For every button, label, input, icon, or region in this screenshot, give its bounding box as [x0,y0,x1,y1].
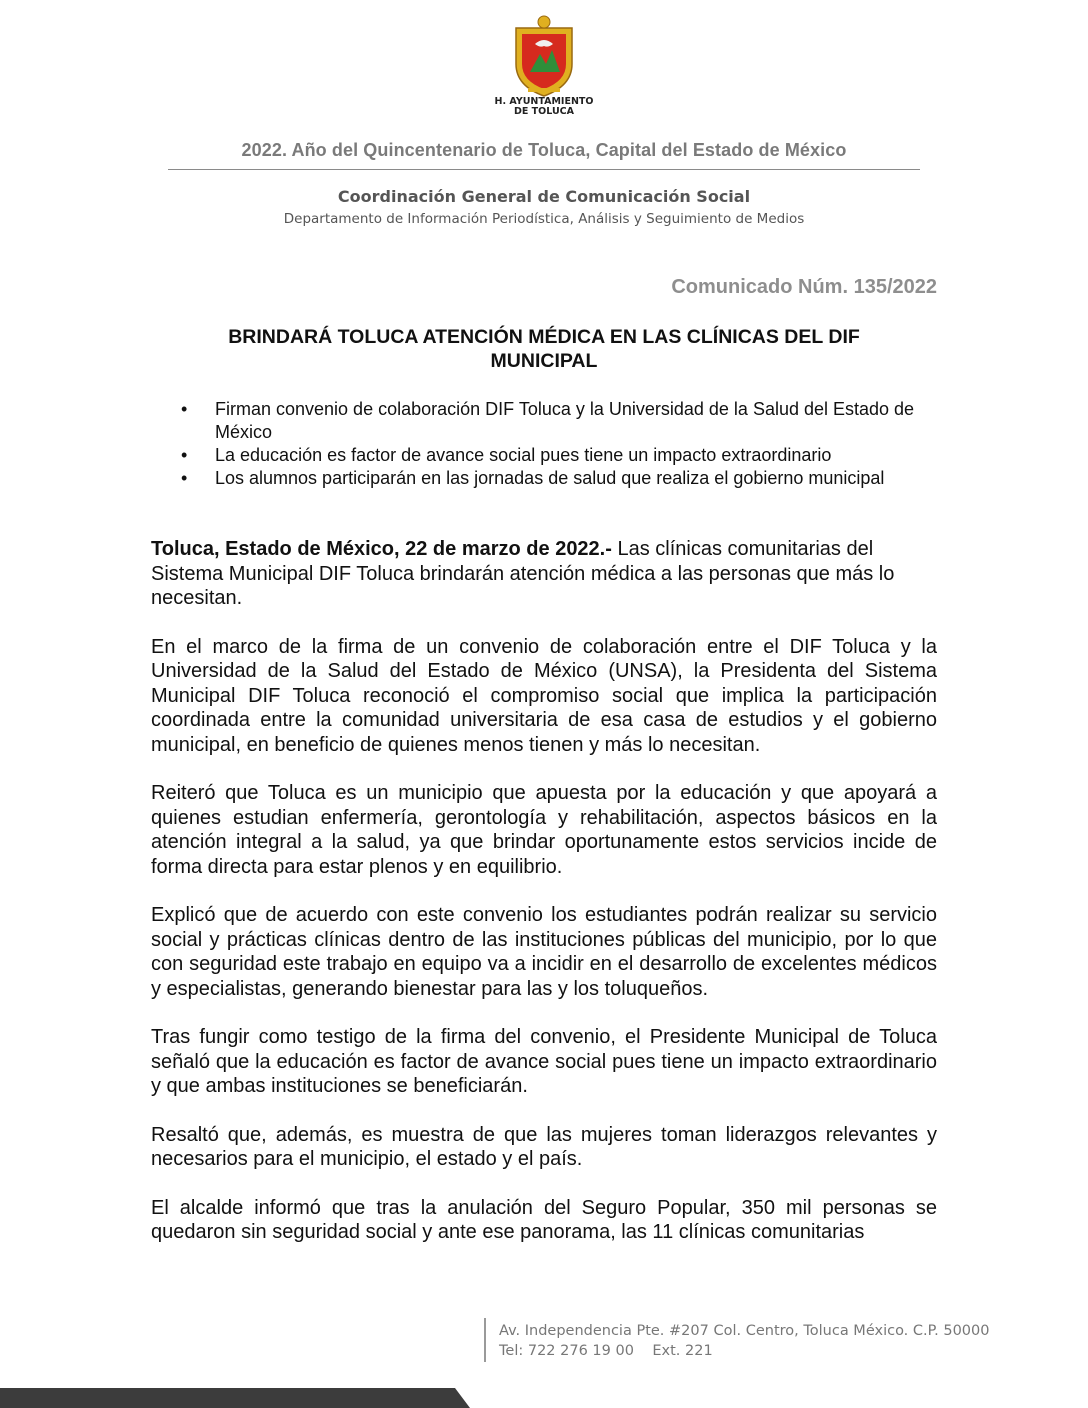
lead-paragraph [151,537,937,611]
body-paragraph: En el marco de la firma de un convenio de colaboración entre el DIF Toluca y la Universidad de la Salud del Estado de México (UNSA), la Presidenta del Sistema Municipal DIF Toluca reconoció el compromiso social que implica la participación coordinada entre la comunidad universitaria de esa casa de estudios y el gobierno municipal, en beneficio de quienes menos tienen y más lo necesitan. [151,635,937,756]
dateline: Toluca, Estado de México, 22 de marzo de 2022.- [151,538,612,560]
body-paragraph: Tras fungir como testigo de la firma del convenio, el Presidente Municipal de Toluca señaló que la educación es factor de avance social pues tiene un impacto extraordinario y que ambas instituciones se beneficiarán. [151,1026,937,1097]
toluca-crest-logo [508,14,580,98]
body-paragraph: Reiteró que Toluca es un municipio que apuesta por la educación y que apoyará a quienes estudian enfermería, gerontología y rehabilitación, aspectos básicos en la atención integral a la salud, ya que brindar oportunamente estos servicios incide de forma directa para estar plenos y en equilibrio. [151,782,937,878]
bullet-text: Firman convenio de colaboración DIF Toluca y la Universidad de la Salud del Estado de México [215,399,915,442]
footer-band-decoration [0,1388,470,1408]
footer-divider [484,1318,486,1362]
year-motto: 2022. Año del Quincentenario de Toluca, Capital del Estado de México [241,140,847,160]
bullet-item [158,444,928,467]
crest-label-line1: H. AYUNTAMIENTO [494,96,594,107]
footer-address: Av. Independencia Pte. #207 Col. Centro, Toluca México. C.P. 50000 [499,1323,990,1339]
header-divider [168,169,920,170]
bullet-text: La educación es factor de avance social pues tiene un impacto extraordinario [215,445,832,465]
headline: BRINDARÁ TOLUCA ATENCIÓN MÉDICA EN LAS CLÍNICAS DEL DIF MUNICIPAL [228,326,860,372]
article-body [151,537,937,1269]
body-paragraph: Resaltó que, además, es muestra de que las mujeres toman liderazgos relevantes y necesarios para el municipio, el estado y el país. [151,1123,937,1170]
release-number: Comunicado Núm. 135/2022 [671,276,937,298]
lead-text: Las clínicas comunitarias del Sistema Municipal DIF Toluca brindarán atención médica a las personas que más lo necesitan. [151,538,895,609]
department-subtitle: Departamento de Información Periodística, Análisis y Seguimiento de Medios [283,211,805,227]
footer-phone: Tel: 722 276 19 00 Ext. 221 [499,1343,713,1359]
summary-bullets [158,398,928,490]
crest-label-line2: DE TOLUCA [514,106,574,117]
body-paragraph: Explicó que de acuerdo con este convenio los estudiantes podrán realizar su servicio social y prácticas clínicas dentro de las instituciones públicas del municipio, por lo que con seguridad este trabajo en equipo va a incidir en el desarrollo de excelentes médicos y especialistas, generando bienestar para las y los toluqueños. [151,904,937,1000]
coordination-title: Coordinación General de Comunicación Social [337,187,751,206]
bullet-text: Los alumnos participarán en las jornadas de salud que realiza el gobierno municipal [215,468,885,488]
bullet-icon: • [181,468,188,488]
crest-label [470,97,618,117]
bullet-icon: • [181,399,188,419]
bullet-item [158,398,928,444]
bullet-icon: • [181,445,188,465]
footer-contact [499,1321,989,1361]
body-paragraph: El alcalde informó que tras la anulación del Seguro Popular, 350 mil personas se quedaron sin seguridad social y ante ese panorama, las 11 clínicas comunitarias [151,1196,937,1243]
bullet-item [158,467,928,490]
